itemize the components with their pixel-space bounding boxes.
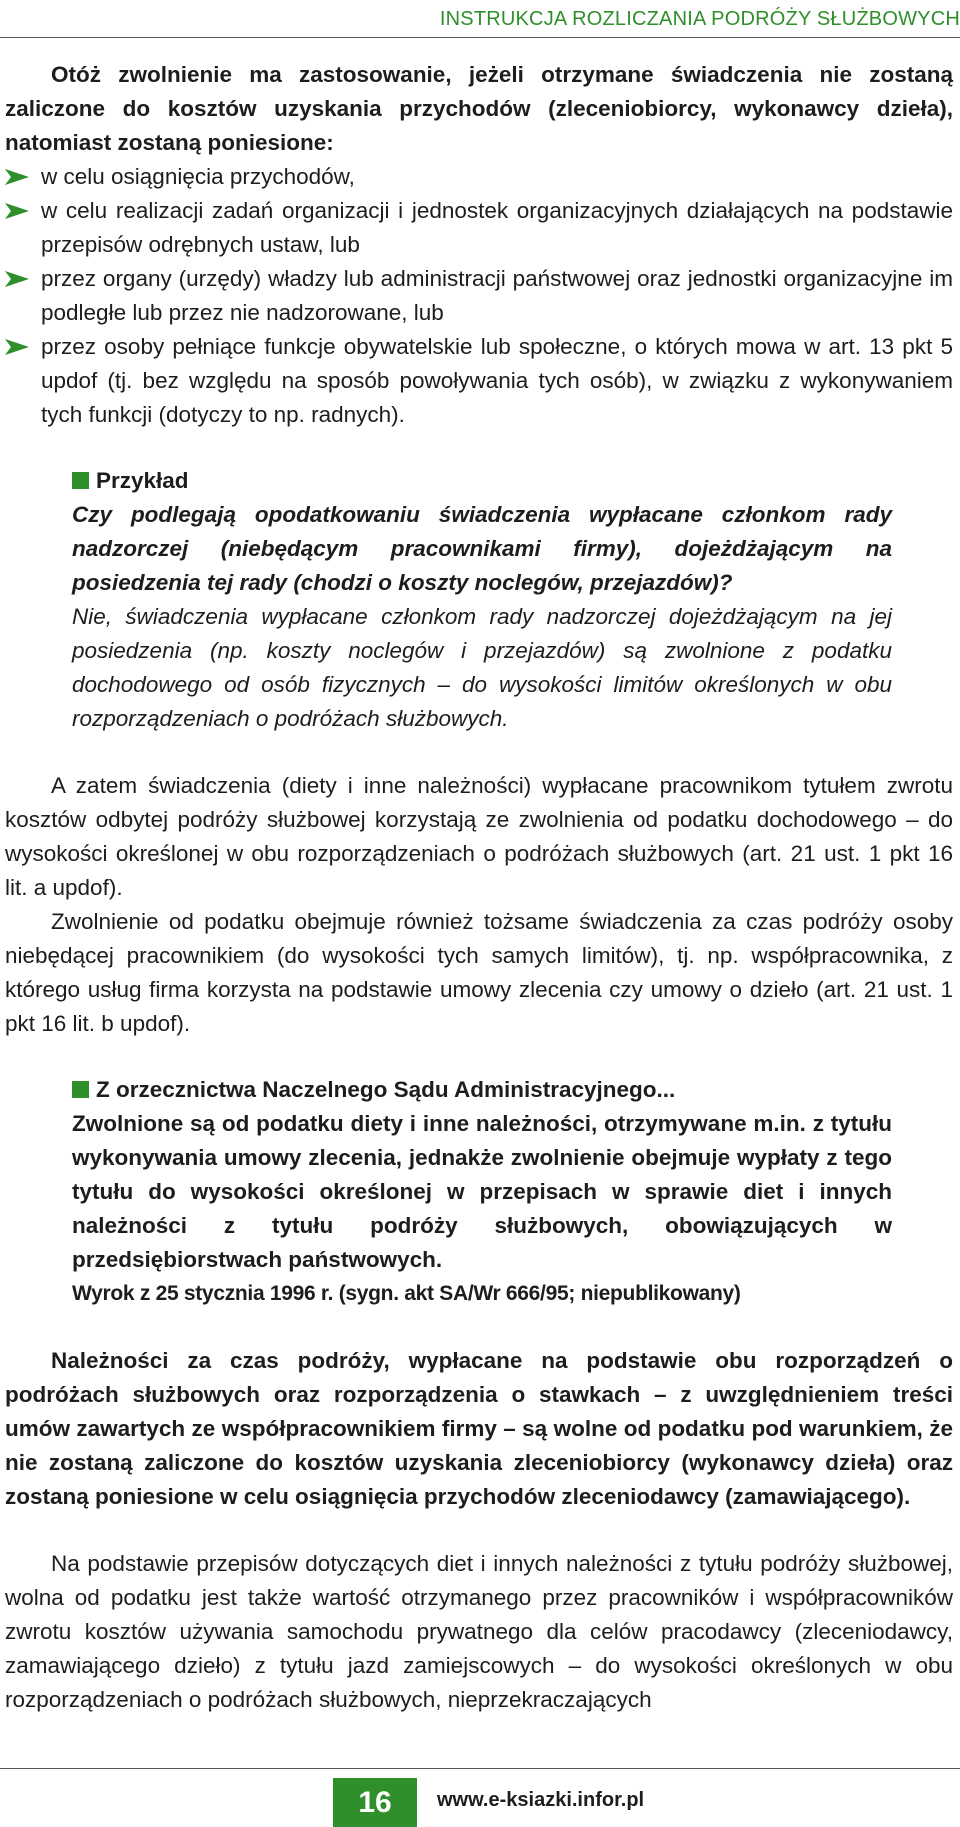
arrow-bullet-icon — [5, 339, 29, 355]
arrow-bullet-icon — [5, 271, 29, 287]
paragraph-exemption: A zatem świadczenia (diety i inne należności) wypłacane pracownikom tytułem zwrotu kosztów odbytej podróży służbowej korzystają ze zwolnienia od podatku dochodowego – do wysokości określonej w obu rozporządzeniach o podróżach służbowych (art. 21 ust. 1 pkt 16 lit. a updof). — [5, 773, 953, 900]
paragraph-contractor-allowances: Należności za czas podróży, wypłacane na podstawie obu rozporządzeń o podróżach służbowych oraz rozporządzenia o stawkach – z uwzględnieniem treści umów zawartych ze współpracownikiem firmy – są wolne od podatku pod warunkiem, że nie zostaną zaliczone do kosztów uzyskania zleceniobiorcy (wykonawcy dzieła) oraz zostaną poniesione w celu osiągnięcia przychodów zleceniodawcy (zamawiającego). — [5, 1348, 953, 1509]
arrow-bullet-icon — [5, 203, 29, 219]
footer-url: www.e-ksiazki.infor.pl — [437, 1789, 645, 1811]
page-content — [5, 58, 953, 1717]
list-item-text: przez organy (urzędy) władzy lub administracji państwowej oraz jednostki organizacyjne im podległe lub przez nie nadzorowane, lub — [41, 266, 953, 325]
ruling-box — [72, 1073, 892, 1311]
green-square-icon — [72, 1081, 89, 1098]
bullet-list — [5, 160, 953, 432]
footer-divider — [0, 1768, 960, 1769]
ruling-text: Zwolnione są od podatku diety i inne należności, otrzymywane m.in. z tytułu wykonywania umowy zlecenia, jednakże zwolnienie obejmuje wypłaty z tego tytułu do wysokości określonej w przepisach w sprawie diet i innych należności z tytułu podróży służbowych, obowiązujących w przedsiębiorstwach państwowych. — [72, 1111, 892, 1272]
header-divider — [0, 37, 960, 38]
list-item-text: w celu osiągnięcia przychodów, — [41, 164, 355, 189]
page-header — [0, 0, 960, 40]
paragraph-car-costs: Na podstawie przepisów dotyczących diet i innych należności z tytułu podróży służbowej, wolna od podatku jest także wartość otrzymanego przez pracowników i współpracowników zwrotu kosztów używania samochodu prywatnego dla celów pracodawcy (zleceniodawcy, zamawiającego dzieło) z tytułu jazd zamiejscowych – do wysokości określonych w obu rozporządzeniach o podróżach służbowych, nieprzekraczających — [5, 1551, 953, 1712]
list-item-text: przez osoby pełniące funkcje obywatelskie lub społeczne, o których mowa w art. 13 pkt 5 updof (tj. bez względu na sposób powoływania tych osób), w związku z wykonywaniem tych funkcji (dotyczy to np. radnych). — [41, 334, 953, 427]
list-item-text: w celu realizacji zadań organizacji i jednostek organizacyjnych działających na podstawie przepisów odrębnych ustaw, lub — [41, 198, 953, 257]
running-title: INSTRUKCJA ROZLICZANIA PODRÓŻY SŁUŻBOWYCH — [439, 8, 960, 30]
arrow-bullet-icon — [5, 169, 29, 185]
green-square-icon — [72, 472, 89, 489]
page-number: 16 — [333, 1778, 417, 1827]
list-item — [5, 160, 953, 194]
example-heading: Przykład — [72, 464, 892, 498]
list-item — [5, 330, 953, 432]
example-question: Czy podlegają opodatkowaniu świadczenia wypłacane członkom rady nadzorczej (niebędącym pracownikami firmy), dojeżdżającym na posiedzenia tej rady (chodzi o koszty noclegów, przejazdów)? — [72, 502, 892, 595]
example-answer: Nie, świadczenia wypłacane członkom rady nadzorczej dojeżdżającym na jej posiedzenia (np. koszty noclegów i przejazdów) są zwolnione z podatku dochodowego od osób fizycznych – do wysokości limitów określonych w obu rozporządzeniach o podróżach służbowych. — [72, 604, 892, 731]
ruling-citation: Wyrok z 25 stycznia 1996 r. (sygn. akt SA/Wr 666/95; niepublikowany) — [72, 1282, 741, 1305]
intro-paragraph: Otóż zwolnienie ma zastosowanie, jeżeli otrzymane świadczenia nie zostaną zaliczone do kosztów uzyskania przychodów (zleceniobiorcy, wykonawcy dzieła), natomiast zostaną poniesione: — [5, 62, 953, 155]
list-item — [5, 194, 953, 262]
list-item — [5, 262, 953, 330]
ruling-heading: Z orzecznictwa Naczelnego Sądu Administracyjnego... — [72, 1073, 892, 1107]
paragraph-non-employee: Zwolnienie od podatku obejmuje również tożsame świadczenia za czas podróży osoby niebędącej pracownikiem (do wysokości tych samych limitów), tj. np. współpracownika, z którego usług firma korzysta na podstawie umowy zlecenia czy umowy o dzieło (art. 21 ust. 1 pkt 16 lit. b updof). — [5, 909, 953, 1036]
example-box — [72, 464, 892, 736]
